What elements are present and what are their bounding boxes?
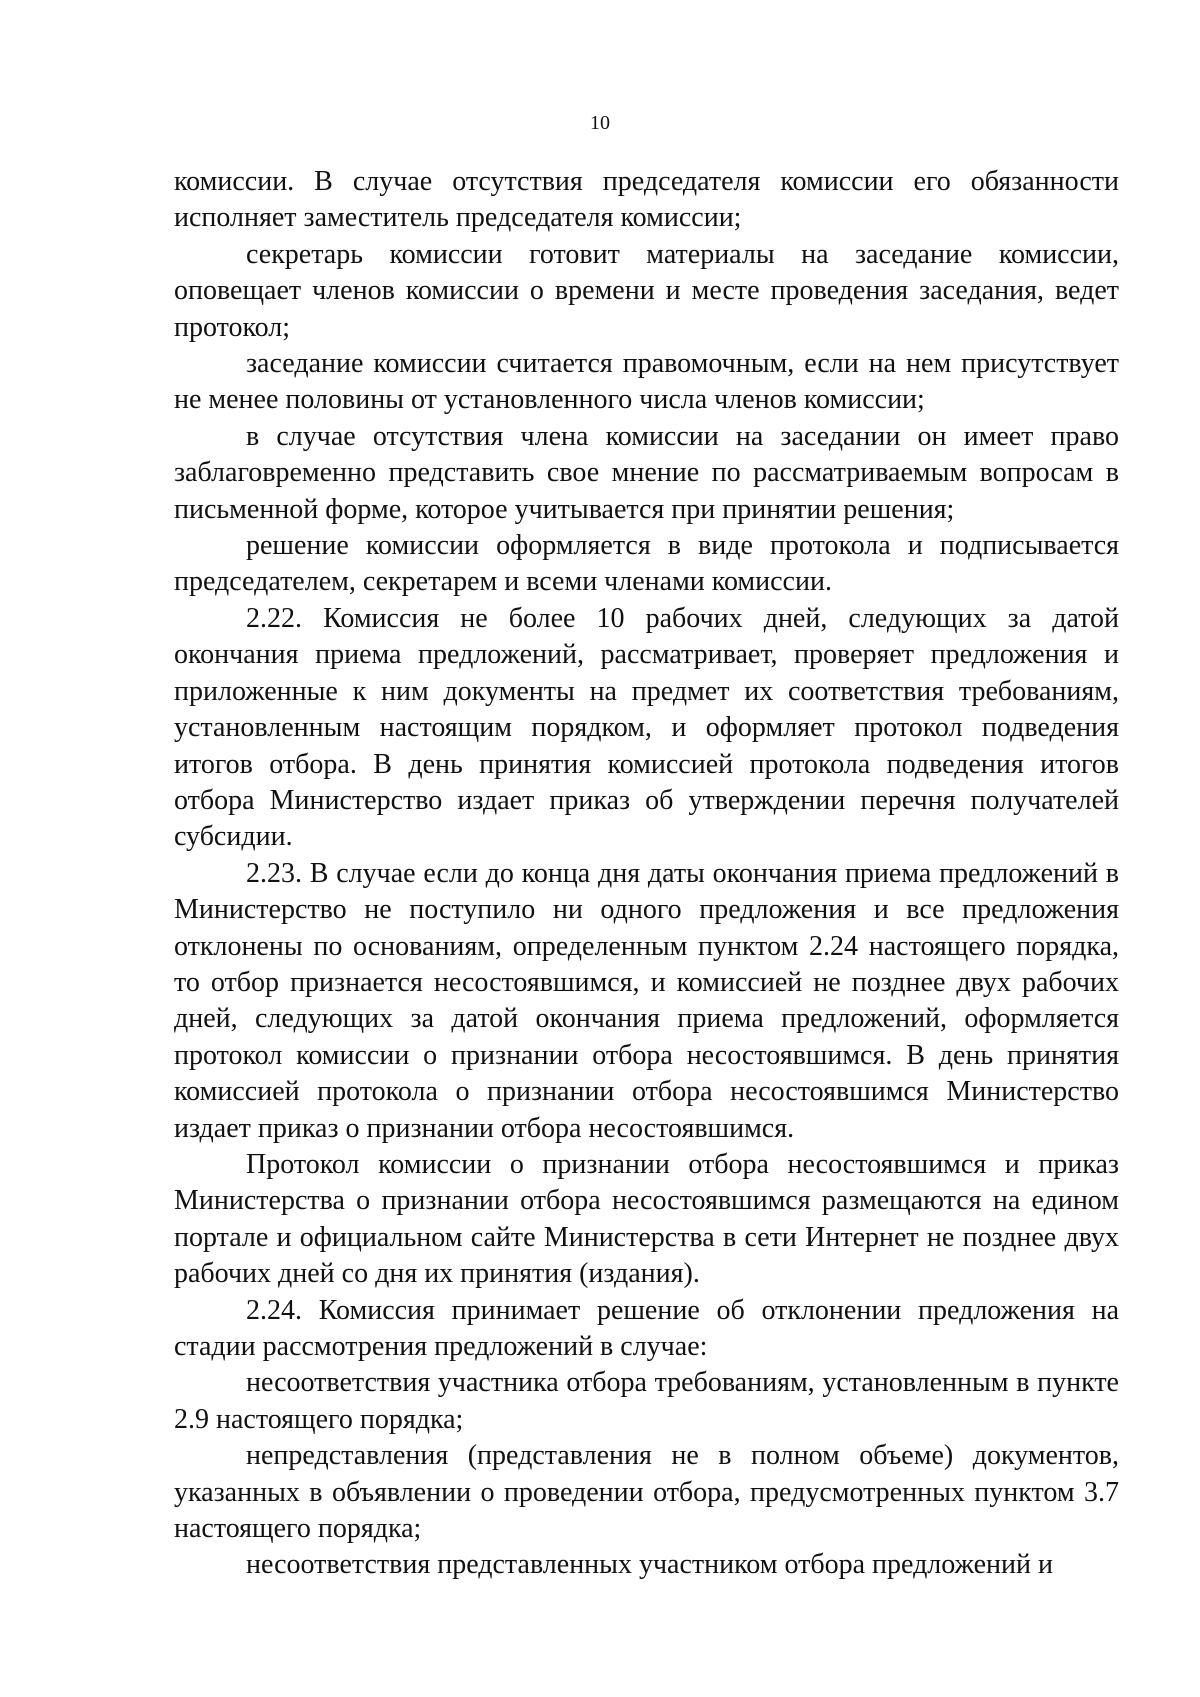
paragraph-mismatch-requirements: несоответствия участника отбора требованиям, установленным в пункте 2.9 настоящего порядка;	[174, 1367, 1119, 1435]
paragraph-2-22: 2.22. Комиссия не более 10 рабочих дней, следующих за датой окончания приема предложений, рассматривает, проверяет предложения и приложенные к ним документы на предмет их соответствия требованиям, установленным настоящим порядком, и оформляет протокол подведения итогов отбора. В день принятия комиссией протокола подведения итогов отбора Министерство издает приказ об утверждении перечня получателей субсидии.	[174, 602, 1119, 853]
paragraph-absence: в случае отсутствия члена комиссии на заседании он имеет право заблаговременно представить свое мнение по рассматриваемым вопросам в письменной форме, которое учитывается при принятии решения;	[174, 420, 1119, 525]
paragraph-missing-documents: непредставления (представления не в полном объеме) документов, указанных в объявлении о проведении отбора, предусмотренных пунктом 3.7 настоящего порядка;	[174, 1440, 1119, 1545]
page-number: 10	[590, 112, 610, 134]
body-text	[174, 164, 1119, 1584]
paragraph-protocol-publication: Протокол комиссии о признании отбора несостоявшимся и приказ Министерства о признании отбора несостоявшимся размещаются на едином портале и официальном сайте Министерства в сети Интернет не позднее двух рабочих дней со дня их принятия (издания).	[174, 1148, 1119, 1290]
paragraph-secretary: секретарь комиссии готовит материалы на заседание комиссии, оповещает членов комиссии о времени и месте проведения заседания, ведет протокол;	[174, 238, 1119, 343]
paragraph-2-24: 2.24. Комиссия принимает решение об отклонении предложения на стадии рассмотрения предложений в случае:	[174, 1294, 1119, 1362]
paragraph-mismatch-proposals: несоответствия представленных участником отбора предложений и	[246, 1549, 1053, 1581]
paragraph-quorum: заседание комиссии считается правомочным, если на нем присутствует не менее половины от установленного числа членов комиссии;	[174, 348, 1119, 416]
paragraph-decision: решение комиссии оформляется в виде протокола и подписывается председателем, секретарем и всеми членами комиссии.	[174, 530, 1119, 598]
paragraph-2-23: 2.23. В случае если до конца дня даты окончания приема предложений в Министерство не поступило ни одного предложения и все предложения отклонены по основаниям, определенным пунктом 2.24 настоящего порядка, то отбор признается несостоявшимся, и комиссией не позднее двух рабочих дней, следующих за датой окончания приема предложений, оформляется протокол комиссии о признании отбора несостоявшимся. В день принятия комиссией протокола о признании отбора несостоявшимся Министерство издает приказ о признании отбора несостоявшимся.	[174, 857, 1119, 1144]
paragraph-continuation: комиссии. В случае отсутствия председателя комиссии его обязанности исполняет заместитель председателя комиссии;	[174, 166, 1119, 234]
